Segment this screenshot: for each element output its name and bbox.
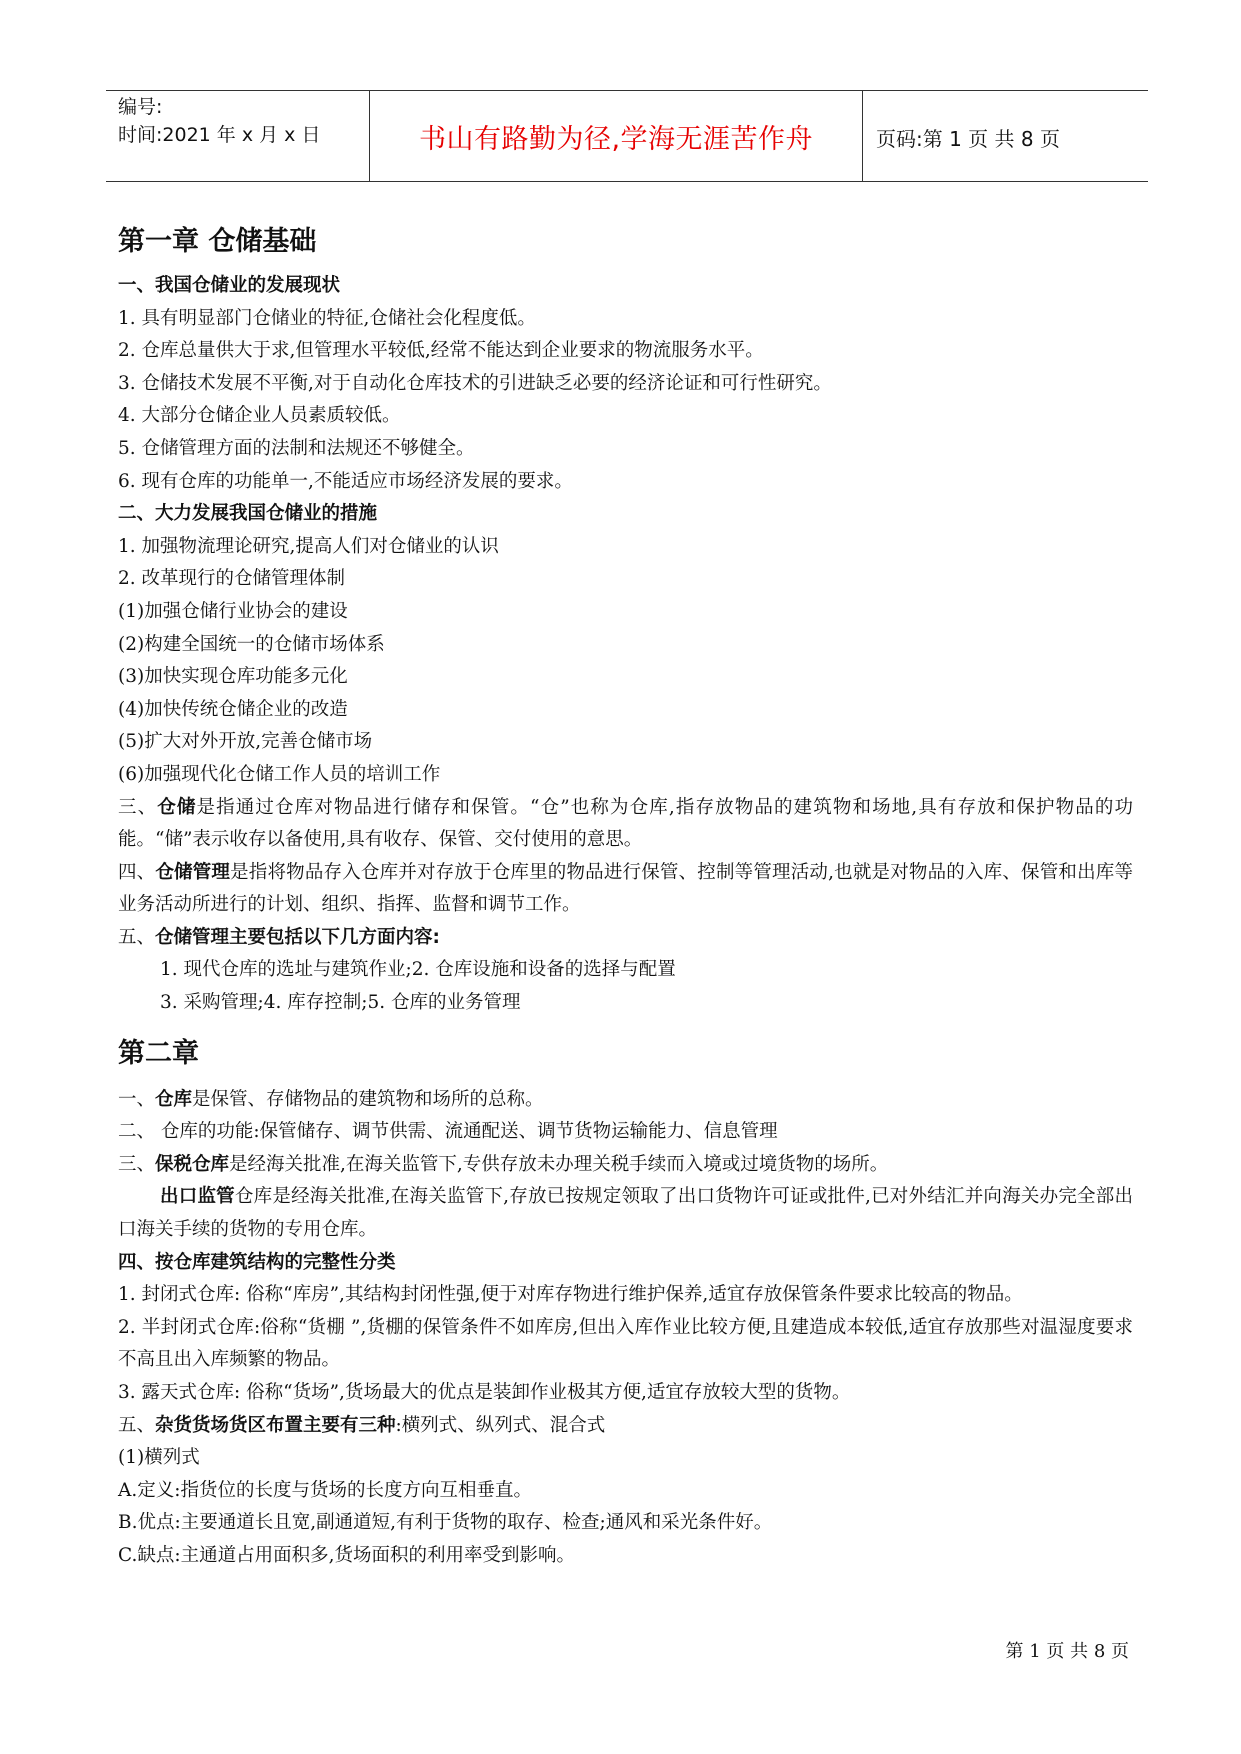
section-heading: 四、按仓库建筑结构的完整性分类 bbox=[118, 1251, 396, 1273]
chapter-title: 第二章 bbox=[118, 1037, 199, 1069]
paragraph-prefix: 三、 bbox=[118, 796, 158, 818]
section-heading-text: 仓储管理主要包括以下几方面内容: bbox=[155, 926, 440, 948]
time-label: 时间:2021 年 x 月 x 日 bbox=[118, 124, 321, 146]
paragraph-prefix: 一、 bbox=[118, 1088, 156, 1110]
list-item: 3. 露天式仓库: 俗称“货场”,货场最大的优点是装卸作业极其方便,适宜存放较大型的货物。 bbox=[118, 1382, 851, 1403]
list-item: 2. 仓库总量供大于求,但管理水平较低,经常不能达到企业要求的物流服务水平。 bbox=[118, 340, 764, 362]
list-item: (2)构建全国统一的仓储市场体系 bbox=[118, 633, 385, 655]
section-heading: 二、大力发展我国仓储业的措施 bbox=[118, 503, 378, 525]
header-motto: 书山有路勤为径,学海无涯苦作舟 bbox=[418, 124, 814, 155]
list-item: 1. 加强物流理论研究,提高人们对仓储业的认识 bbox=[118, 535, 499, 557]
defined-term: 仓库 bbox=[155, 1088, 193, 1110]
document-body bbox=[118, 222, 1133, 1573]
chapter-title: 第一章 仓储基础 bbox=[118, 226, 317, 257]
paragraph-prefix: 四、 bbox=[118, 861, 156, 883]
list-item: 1. 封闭式仓库: 俗称“库房”,其结构封闭性强,便于对库存物进行维护保养,适宜存放保管条件要求比较高的物品。 bbox=[118, 1284, 1023, 1306]
section-heading: 一、我国仓储业的发展现状 bbox=[118, 275, 341, 296]
section-heading bbox=[118, 922, 1133, 955]
list-item: B.优点:主要通道长且宽,副通道短,有利于货物的取存、检查;通风和采光条件好。 bbox=[118, 1512, 773, 1534]
list-item: 3. 采购管理;4. 库存控制;5. 仓库的业务管理 bbox=[160, 992, 521, 1014]
list-item: (4)加快传统仓储企业的改造 bbox=[118, 698, 348, 720]
list-item: 5. 仓储管理方面的法制和法规还不够健全。 bbox=[118, 437, 475, 459]
paragraph-text: 仓库是经海关批准,在海关监管下,存放已按规定领取了出口货物许可证或批件,已对外结汇并向海关办完全部出口海关手续的货物的专用仓库。 bbox=[118, 1186, 1133, 1241]
paragraph-text: 是指通过仓库对物品进行储存和保管。“仓”也称为仓库,指存放物品的建筑物和场地,具有存放和保护物品的功能。“储”表示收存以备使用,具有收存、保管、交付使用的意思。 bbox=[118, 796, 1133, 851]
header-divider bbox=[369, 91, 370, 181]
defined-term: 出口监管 bbox=[160, 1186, 235, 1208]
header-meta bbox=[118, 93, 320, 149]
list-item: 6. 现有仓库的功能单一,不能适应市场经济发展的要求。 bbox=[118, 470, 573, 492]
list-item: 2. 半封闭式仓库:俗称“货棚 ”,货棚的保管条件不如库房,但出入库作业比较方便,且建造成本较低,适宜存放那些对温湿度要求不高且出入库频繁的物品。 bbox=[118, 1316, 1133, 1371]
section-heading-text: 杂货货场货区布置主要有三种 bbox=[155, 1414, 396, 1436]
paragraph-prefix: 五、 bbox=[118, 926, 156, 948]
paragraph: 二、 仓库的功能:保管储存、调节供需、流通配送、调节货物运输能力、信息管理 bbox=[118, 1121, 778, 1143]
list-item: (1)加强仓储行业协会的建设 bbox=[118, 600, 348, 622]
serial-label: 编号: bbox=[118, 96, 163, 118]
sub-heading: (1)横列式 bbox=[118, 1447, 200, 1469]
section-heading bbox=[118, 1410, 1133, 1443]
list-item: (3)加快实现仓库功能多元化 bbox=[118, 666, 348, 688]
paragraph bbox=[118, 857, 1133, 922]
paragraph-prefix: 五、 bbox=[118, 1414, 156, 1436]
list-item: 3. 仓储技术发展不平衡,对于自动化仓库技术的引进缺乏必要的经济论证和可行性研究。 bbox=[118, 372, 832, 394]
list-item: A.定义:指货位的长度与货场的长度方向互相垂直。 bbox=[118, 1479, 532, 1501]
list-item: (6)加强现代化仓储工作人员的培训工作 bbox=[118, 763, 441, 785]
paragraph bbox=[118, 1181, 1133, 1246]
paragraph bbox=[118, 1149, 1133, 1182]
paragraph-text: 是保管、存储物品的建筑物和场所的总称。 bbox=[192, 1088, 544, 1110]
paragraph-text: 是经海关批准,在海关监管下,专供存放未办理关税手续而入境或过境货物的场所。 bbox=[229, 1153, 889, 1175]
paragraph-prefix: 三、 bbox=[118, 1153, 156, 1175]
defined-term: 保税仓库 bbox=[155, 1153, 230, 1175]
list-item: 1. 具有明显部门仓储业的特征,仓储社会化程度低。 bbox=[118, 307, 536, 329]
list-item: C.缺点:主通道占用面积多,货场面积的利用率受到影响。 bbox=[118, 1544, 575, 1566]
list-item: 1. 现代仓库的选址与建筑作业;2. 仓库设施和设备的选择与配置 bbox=[160, 959, 676, 981]
paragraph-text: :横列式、纵列式、混合式 bbox=[395, 1414, 606, 1436]
paragraph-text: 是指将物品存入仓库并对存放于仓库里的物品进行保管、控制等管理活动,也就是对物品的入库、保管和出库等业务活动所进行的计划、组织、指挥、监督和调节工作。 bbox=[118, 861, 1133, 916]
header-page-number: 页码:第 1 页 共 8 页 bbox=[876, 127, 1060, 151]
list-item: (5)扩大对外开放,完善仓储市场 bbox=[118, 731, 373, 753]
page-footer: 第 1 页 共 8 页 bbox=[1005, 1641, 1129, 1662]
list-item: 2. 改革现行的仓储管理体制 bbox=[118, 568, 346, 590]
page-header bbox=[106, 90, 1148, 182]
defined-term: 仓储管理 bbox=[155, 861, 231, 883]
paragraph bbox=[118, 792, 1133, 857]
paragraph bbox=[118, 1084, 1133, 1117]
defined-term: 仓储 bbox=[157, 796, 197, 818]
list-item: 4. 大部分仓储企业人员素质较低。 bbox=[118, 405, 401, 427]
header-divider bbox=[862, 91, 863, 181]
